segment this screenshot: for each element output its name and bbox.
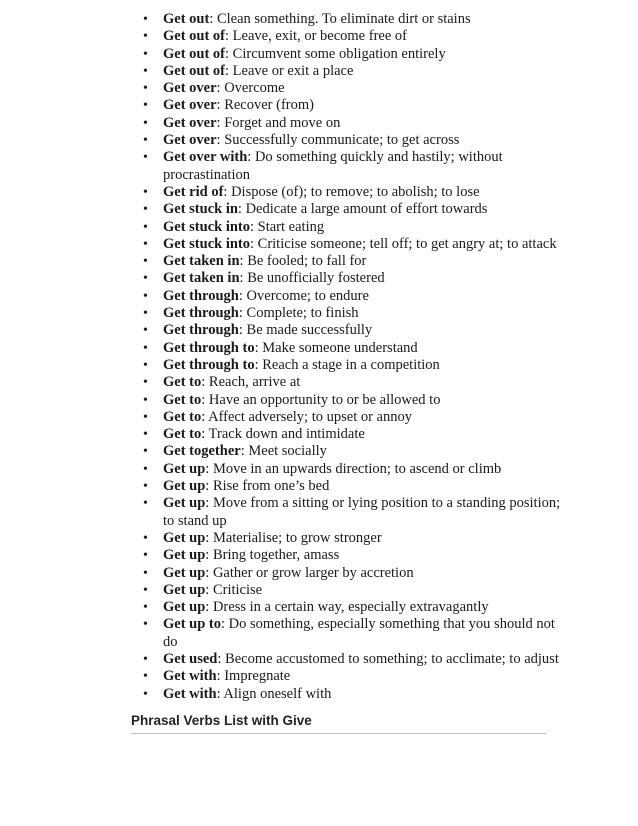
- phrasal-verb-term: Get through: [163, 287, 239, 304]
- phrasal-verb-term: Get used: [163, 650, 218, 667]
- phrasal-verb-term: Get through to: [163, 356, 255, 373]
- term-separator: :: [201, 374, 209, 391]
- term-separator: :: [205, 529, 213, 546]
- bullet-icon: •: [143, 444, 148, 460]
- term-separator: :: [223, 183, 232, 200]
- phrasal-verb-definition: Be made successfully: [246, 322, 373, 339]
- term-separator: :: [254, 339, 263, 356]
- phrasal-verb-definition: Complete; to finish: [246, 305, 359, 322]
- phrasal-verb-definition: Meet socially: [248, 443, 327, 460]
- bullet-icon: •: [143, 461, 148, 477]
- list-item: [143, 530, 563, 547]
- list-item: [143, 392, 563, 409]
- list-item: [143, 184, 563, 201]
- phrasal-verb-term: Get together: [163, 443, 241, 460]
- phrasal-verb-definition: Track down and intimidate: [208, 426, 365, 443]
- term-separator: :: [237, 201, 246, 218]
- term-separator: :: [205, 547, 213, 564]
- section-heading: Phrasal Verbs List with Give: [131, 713, 312, 728]
- phrasal-verb-definition: Be fooled; to fall for: [247, 253, 367, 270]
- bullet-icon: •: [143, 427, 148, 443]
- list-item: [143, 11, 563, 28]
- phrasal-verb-definition: Make someone understand: [262, 339, 418, 356]
- phrasal-verb-term: Get to: [163, 391, 202, 408]
- bullet-icon: •: [143, 202, 148, 218]
- phrasal-verb-definition: Start eating: [257, 218, 325, 235]
- term-separator: :: [216, 114, 225, 131]
- list-item: [143, 28, 563, 45]
- term-separator: :: [238, 305, 247, 322]
- list-item: [143, 340, 563, 357]
- term-separator: :: [205, 564, 213, 581]
- term-separator: :: [225, 62, 233, 79]
- section-divider: [131, 733, 546, 734]
- phrasal-verb-term: Get stuck in: [163, 201, 238, 218]
- phrasal-verb-definition: Move from a sitting or lying position to a standing position; to stand up: [163, 495, 561, 529]
- term-separator: :: [254, 356, 263, 373]
- phrasal-verb-term: Get with: [163, 685, 217, 702]
- term-separator: :: [216, 668, 225, 685]
- term-separator: :: [239, 270, 248, 287]
- list-item: [143, 668, 563, 685]
- bullet-icon: •: [143, 600, 148, 616]
- bullet-icon: •: [143, 669, 148, 685]
- phrasal-verb-definition: Recover (from): [224, 97, 314, 114]
- term-separator: :: [201, 391, 209, 408]
- bullet-icon: •: [143, 323, 148, 339]
- phrasal-verb-definition: Criticise someone; tell off; to get angry at; to attack: [257, 235, 557, 252]
- list-item: [143, 63, 563, 80]
- list-item: [143, 253, 563, 270]
- term-separator: :: [205, 495, 213, 512]
- phrasal-verb-term: Get up: [163, 529, 206, 546]
- phrasal-verb-term: Get out: [163, 11, 210, 27]
- phrasal-verb-term: Get over: [163, 114, 217, 131]
- phrasal-verb-definition: Do something, especially something that you should not do: [163, 616, 555, 650]
- bullet-icon: •: [143, 392, 148, 408]
- phrasal-verb-term: Get taken in: [163, 270, 240, 287]
- term-separator: :: [209, 11, 217, 27]
- list-item: [143, 582, 563, 599]
- phrasal-verb-term: Get through: [163, 305, 239, 322]
- phrasal-verb-definition: Dedicate a large amount of effort towards: [245, 201, 488, 218]
- list-item: [143, 547, 563, 564]
- phrasal-verb-definition: Clean something. To eliminate dirt or stains: [216, 11, 471, 27]
- phrasal-verb-definition: Impregnate: [224, 668, 291, 685]
- bullet-icon: •: [143, 582, 148, 598]
- phrasal-verb-definition: Do something quickly and hastily; without procrastination: [163, 149, 503, 183]
- term-separator: :: [216, 97, 225, 114]
- term-separator: :: [238, 287, 247, 304]
- bullet-icon: •: [143, 306, 148, 322]
- phrasal-verb-list: [143, 11, 563, 703]
- term-separator: :: [216, 80, 225, 97]
- term-separator: :: [216, 132, 225, 149]
- phrasal-verb-term: Get rid of: [163, 183, 224, 200]
- bullet-icon: •: [143, 288, 148, 304]
- phrasal-verb-term: Get to: [163, 426, 202, 443]
- phrasal-verb-term: Get to: [163, 374, 202, 391]
- phrasal-verb-definition: Dress in a certain way, especially extravagantly: [212, 599, 489, 616]
- phrasal-verb-definition: Overcome: [224, 80, 285, 97]
- list-item: [143, 478, 563, 495]
- list-item: [143, 495, 563, 530]
- phrasal-verb-definition: Rise from one’s bed: [212, 478, 330, 495]
- phrasal-verb-term: Get up: [163, 495, 206, 512]
- list-item: [143, 219, 563, 236]
- phrasal-verb-term: Get to: [163, 408, 202, 425]
- phrasal-verb-term: Get over: [163, 80, 217, 97]
- phrasal-verb-definition: Affect adversely; to upset or annoy: [208, 408, 412, 425]
- phrasal-verb-definition: Reach, arrive at: [208, 374, 301, 391]
- list-item: [143, 616, 563, 651]
- phrasal-verb-term: Get stuck into: [163, 218, 250, 235]
- list-item: [143, 270, 563, 287]
- phrasal-verb-term: Get out of: [163, 28, 226, 45]
- phrasal-verb-definition: Become accustomed to something; to acclimate; to adjust: [225, 650, 559, 667]
- list-item: [143, 80, 563, 97]
- phrasal-verb-term: Get over with: [163, 149, 248, 166]
- list-item: [143, 409, 563, 426]
- phrasal-verb-definition: Align oneself with: [223, 685, 332, 702]
- phrasal-verb-definition: Have an opportunity to or be allowed to: [208, 391, 441, 408]
- bullet-icon: •: [143, 686, 148, 702]
- bullet-icon: •: [143, 115, 148, 131]
- term-separator: :: [239, 253, 248, 270]
- term-separator: :: [205, 581, 213, 598]
- bullet-icon: •: [143, 150, 148, 166]
- bullet-icon: •: [143, 46, 148, 62]
- term-separator: :: [225, 45, 233, 62]
- list-item: [143, 236, 563, 253]
- term-separator: :: [247, 149, 255, 166]
- phrasal-verb-definition: Successfully communicate; to get across: [224, 132, 460, 149]
- bullet-icon: •: [143, 375, 148, 391]
- bullet-icon: •: [143, 133, 148, 149]
- phrasal-verb-definition: Be unofficially fostered: [247, 270, 385, 287]
- bullet-icon: •: [143, 254, 148, 270]
- list-item: [143, 115, 563, 132]
- term-separator: :: [201, 426, 209, 443]
- bullet-icon: •: [143, 271, 148, 287]
- phrasal-verb-term: Get up: [163, 564, 206, 581]
- bullet-icon: •: [143, 63, 148, 79]
- bullet-icon: •: [143, 29, 148, 45]
- list-item: [143, 461, 563, 478]
- phrasal-verb-term: Get stuck into: [163, 235, 250, 252]
- term-separator: :: [250, 235, 258, 252]
- list-item: [143, 686, 563, 703]
- list-item: [143, 357, 563, 374]
- phrasal-verb-definition: Materialise; to grow stronger: [212, 529, 382, 546]
- phrasal-verb-definition: Gather or grow larger by accretion: [212, 564, 414, 581]
- phrasal-verb-definition: Circumvent some obligation entirely: [232, 45, 446, 62]
- bullet-icon: •: [143, 81, 148, 97]
- phrasal-verb-term: Get up: [163, 599, 206, 616]
- bullet-icon: •: [143, 651, 148, 667]
- bullet-icon: •: [143, 12, 148, 27]
- phrasal-verb-term: Get with: [163, 668, 217, 685]
- phrasal-verb-term: Get out of: [163, 62, 226, 79]
- term-separator: :: [205, 599, 213, 616]
- phrasal-verb-term: Get up: [163, 581, 206, 598]
- list-item: [143, 443, 563, 460]
- list-item: [143, 651, 563, 668]
- phrasal-verb-term: Get over: [163, 132, 217, 149]
- phrasal-verb-term: Get up to: [163, 616, 221, 633]
- bullet-icon: •: [143, 548, 148, 564]
- bullet-icon: •: [143, 236, 148, 252]
- term-separator: :: [205, 460, 213, 477]
- phrasal-verb-term: Get up: [163, 460, 206, 477]
- bullet-icon: •: [143, 98, 148, 114]
- term-separator: :: [250, 218, 258, 235]
- term-separator: :: [238, 322, 247, 339]
- bullet-icon: •: [143, 219, 148, 235]
- bullet-icon: •: [143, 496, 148, 512]
- term-separator: :: [216, 685, 224, 702]
- list-item: [143, 201, 563, 218]
- phrasal-verb-term: Get taken in: [163, 253, 240, 270]
- phrasal-verb-definition: Leave, exit, or become free of: [232, 28, 407, 45]
- phrasal-verb-definition: Dispose (of); to remove; to abolish; to lose: [231, 183, 480, 200]
- bullet-icon: •: [143, 184, 148, 200]
- term-separator: :: [201, 408, 209, 425]
- bullet-icon: •: [143, 340, 148, 356]
- phrasal-verb-term: Get up: [163, 547, 206, 564]
- term-separator: :: [225, 28, 233, 45]
- phrasal-verb-term: Get through to: [163, 339, 255, 356]
- list-item: [143, 426, 563, 443]
- bullet-icon: •: [143, 357, 148, 373]
- phrasal-verb-definition: Leave or exit a place: [232, 62, 354, 79]
- term-separator: :: [205, 478, 213, 495]
- list-item: [143, 288, 563, 305]
- list-item: [143, 97, 563, 114]
- phrasal-verb-definition: Overcome; to endure: [246, 287, 369, 304]
- term-separator: :: [217, 650, 226, 667]
- phrasal-verb-term: Get through: [163, 322, 239, 339]
- phrasal-verb-definition: Reach a stage in a competition: [262, 356, 440, 373]
- bullet-icon: •: [143, 479, 148, 495]
- list-item: [143, 149, 563, 184]
- list-item: [143, 305, 563, 322]
- list-item: [143, 599, 563, 616]
- bullet-icon: •: [143, 530, 148, 546]
- phrasal-verb-term: Get out of: [163, 45, 226, 62]
- phrasal-verb-definition: Bring together, amass: [212, 547, 340, 564]
- list-item: [143, 374, 563, 391]
- phrasal-verb-definition: Criticise: [212, 581, 263, 598]
- list-item: [143, 565, 563, 582]
- bullet-icon: •: [143, 565, 148, 581]
- phrasal-verb-term: Get up: [163, 478, 206, 495]
- list-item: [143, 132, 563, 149]
- bullet-icon: •: [143, 409, 148, 425]
- phrasal-verb-term: Get over: [163, 97, 217, 114]
- phrasal-verb-definition: Move in an upwards direction; to ascend or climb: [212, 460, 502, 477]
- term-separator: :: [240, 443, 249, 460]
- term-separator: :: [221, 616, 229, 633]
- list-item: [143, 322, 563, 339]
- phrasal-verb-definition: Forget and move on: [224, 114, 341, 131]
- bullet-icon: •: [143, 617, 148, 633]
- list-item: [143, 46, 563, 63]
